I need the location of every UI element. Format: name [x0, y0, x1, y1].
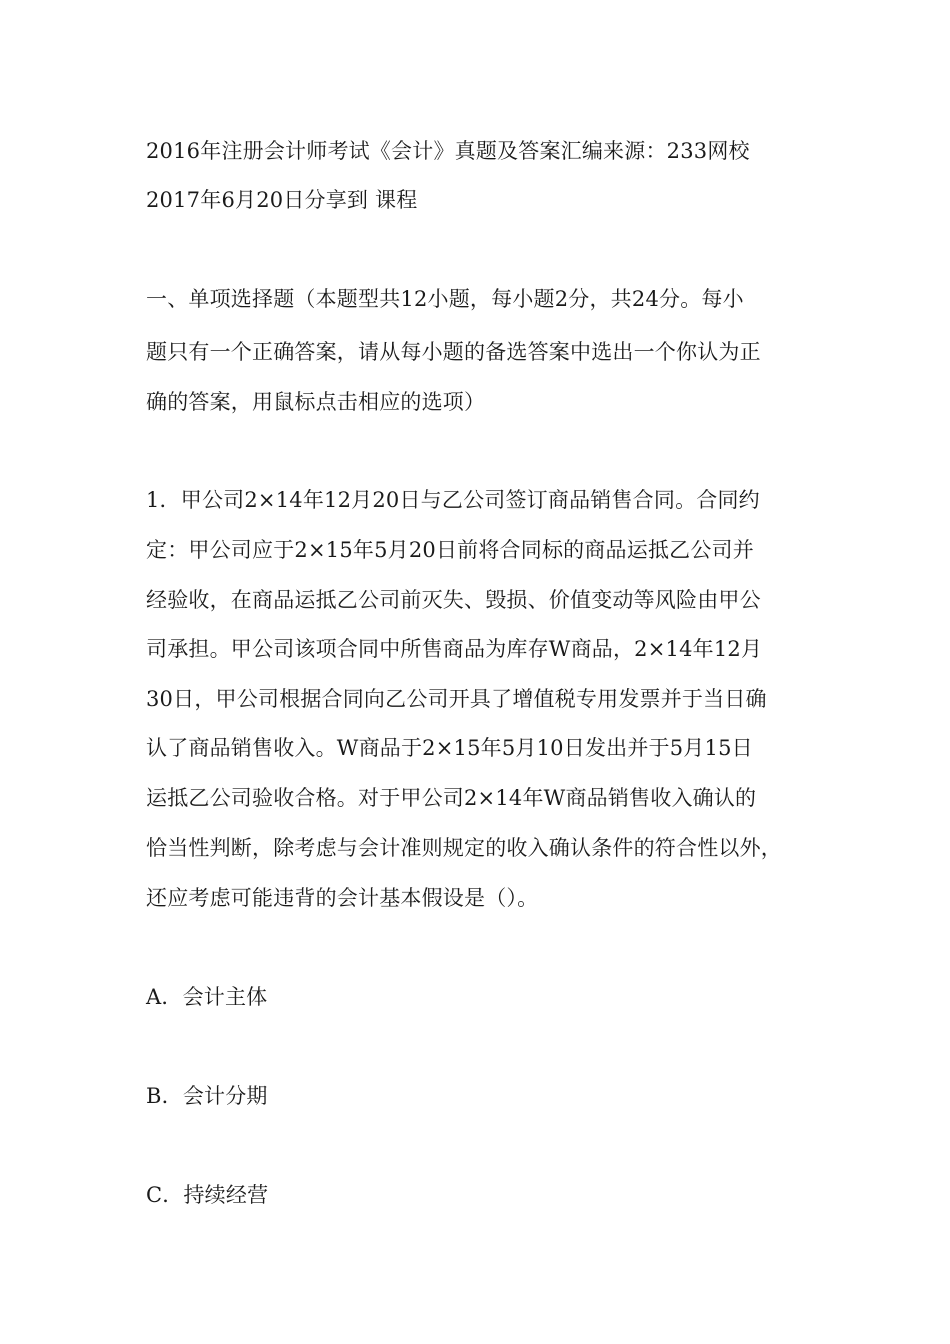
question-text-line: 经验收，在商品运抵乙公司前灭失、毁损、价值变动等风险由甲公	[146, 588, 761, 612]
section-intro-line-3: 确的答案，用鼠标点击相应的选项）	[146, 390, 486, 414]
question-text-line: 30日，甲公司根据合同向乙公司开具了增值税专用发票并于当日确	[146, 687, 767, 711]
question-text-line: 司承担。甲公司该项合同中所售商品为库存W商品，2×14年12月	[146, 637, 763, 661]
question-text-line: 恰当性判断，除考虑与会计准则规定的收入确认条件的符合性以外，	[146, 836, 782, 860]
option-a: A．会计主体	[146, 985, 268, 1009]
question-text-line: 还应考虑可能违背的会计基本假设是（）。	[146, 886, 539, 910]
section-intro-line-1: 一、单项选择题（本题型共12小题，每小题2分，共24分。每小	[146, 287, 744, 311]
question-text-line: 认了商品销售收入。W商品于2×15年5月10日发出并于5月15日	[146, 736, 753, 760]
document-title: 2016年注册会计师考试《会计》真题及答案汇编来源：233网校	[146, 139, 750, 163]
option-c: C．持续经营	[146, 1183, 269, 1207]
document-meta: 2017年6月20日分享到 课程	[146, 188, 418, 212]
question-text-line: 定：甲公司应于2×15年5月20日前将合同标的商品运抵乙公司并	[146, 538, 754, 562]
section-intro-line-2: 题只有一个正确答案，请从每小题的备选答案中选出一个你认为正	[146, 340, 761, 364]
question-text-line: 运抵乙公司验收合格。对于甲公司2×14年W商品销售收入确认的	[146, 786, 757, 810]
option-b: B．会计分期	[146, 1084, 268, 1108]
question-text-line: 1．甲公司2×14年12月20日与乙公司签订商品销售合同。合同约	[146, 488, 760, 512]
